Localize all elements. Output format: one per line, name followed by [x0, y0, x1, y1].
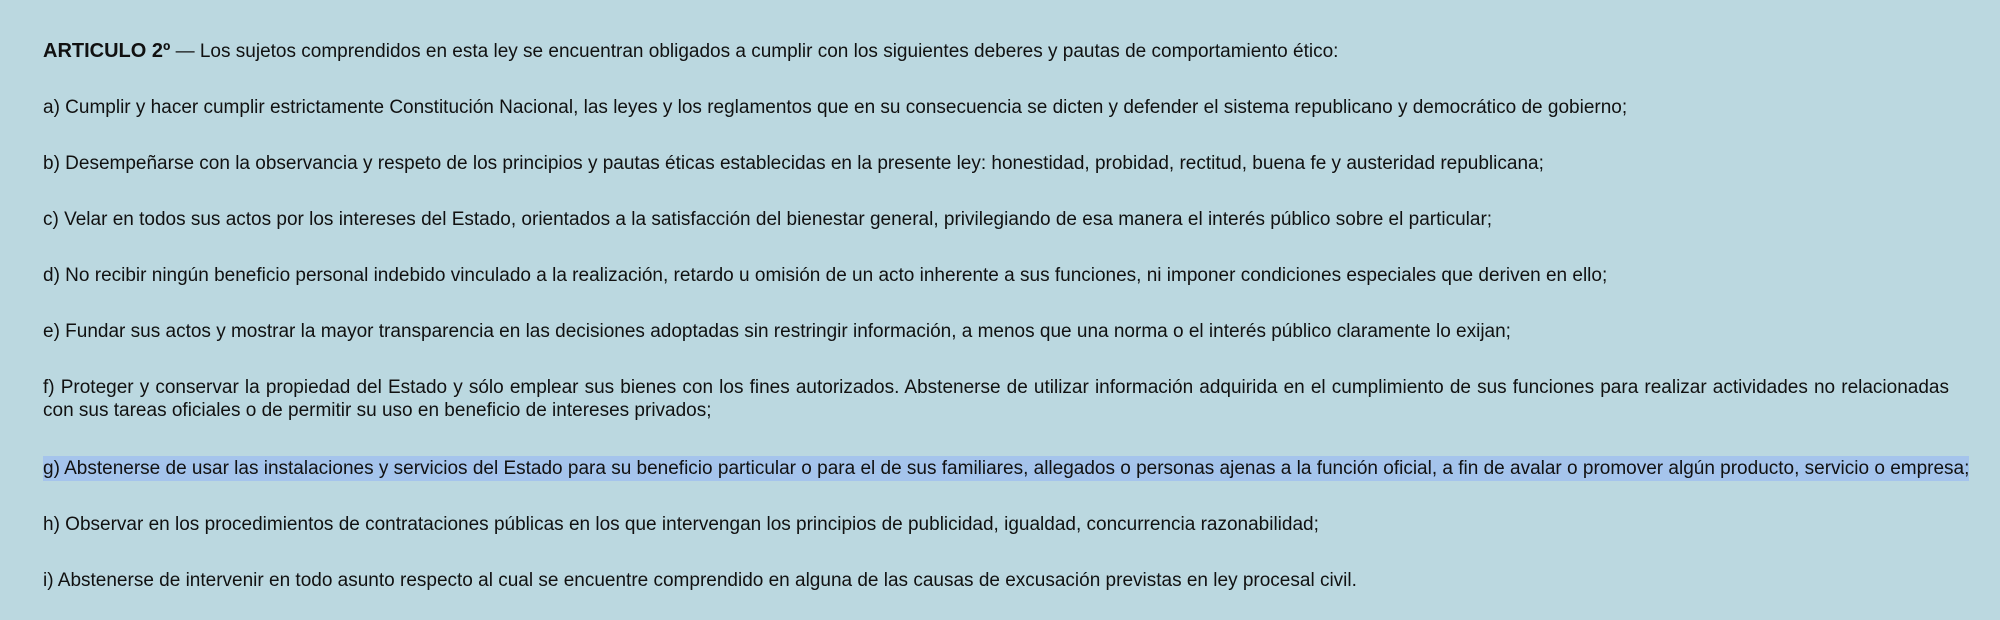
selected-text[interactable]: g) Abstenerse de usar las instalaciones y servicios del Estado para su beneficio particular o para el de sus familiares, allegados o personas ajenas a la función oficial, a fin de avalar o promover algún producto, servicio o empresa; — [43, 458, 1970, 479]
item-d: d) No recibir ningún beneficio personal indebido vinculado a la realización, retardo u omisión de un acto inherente a sus funciones, ni imponer condiciones especiales que deriven en ello; — [43, 265, 1608, 286]
item-e: e) Fundar sus actos y mostrar la mayor transparencia en las decisiones adoptadas sin restringir información, a menos que una norma o el interés público claramente lo exijan; — [43, 321, 1511, 342]
item-f: f) Proteger y conservar la propiedad del Estado y sólo emplear sus bienes con los fines autorizados. Abstenerse de utilizar información adquirida en el cumplimiento de sus funciones para realizar actividades no relacionadas con sus tareas oficiales o de permitir su uso en beneficio de intereses privados; — [43, 377, 1949, 421]
item-h: h) Observar en los procedimientos de contrataciones públicas en los que intervengan los principios de publicidad, igualdad, concurrencia razonabilidad; — [43, 514, 1319, 535]
item-b: b) Desempeñarse con la observancia y respeto de los principios y pautas éticas establecidas en la presente ley: honestidad, probidad, rectitud, buena fe y austeridad republicana; — [43, 153, 1544, 174]
article-heading-paragraph — [43, 40, 1949, 63]
item-i: i) Abstenerse de intervenir en todo asunto respecto al cual se encuentre comprendido en alguna de las causas de excusación previstas en ley procesal civil. — [43, 570, 1357, 591]
item-a: a) Cumplir y hacer cumplir estrictamente Constitución Nacional, las leyes y los reglamentos que en su consecuencia se dicten y defender el sistema republicano y democrático de gobierno; — [43, 97, 1628, 118]
article-intro: — Los sujetos comprendidos en esta ley se encuentran obligados a cumplir con los siguientes deberes y pautas de comportamiento ético: — [170, 41, 1339, 62]
article-title: ARTICULO 2º — [43, 40, 171, 62]
item-c: c) Velar en todos sus actos por los intereses del Estado, orientados a la satisfacción del bienestar general, privilegiando de esa manera el interés público sobre el particular; — [43, 209, 1493, 230]
item-g-selected[interactable] — [43, 457, 1970, 480]
